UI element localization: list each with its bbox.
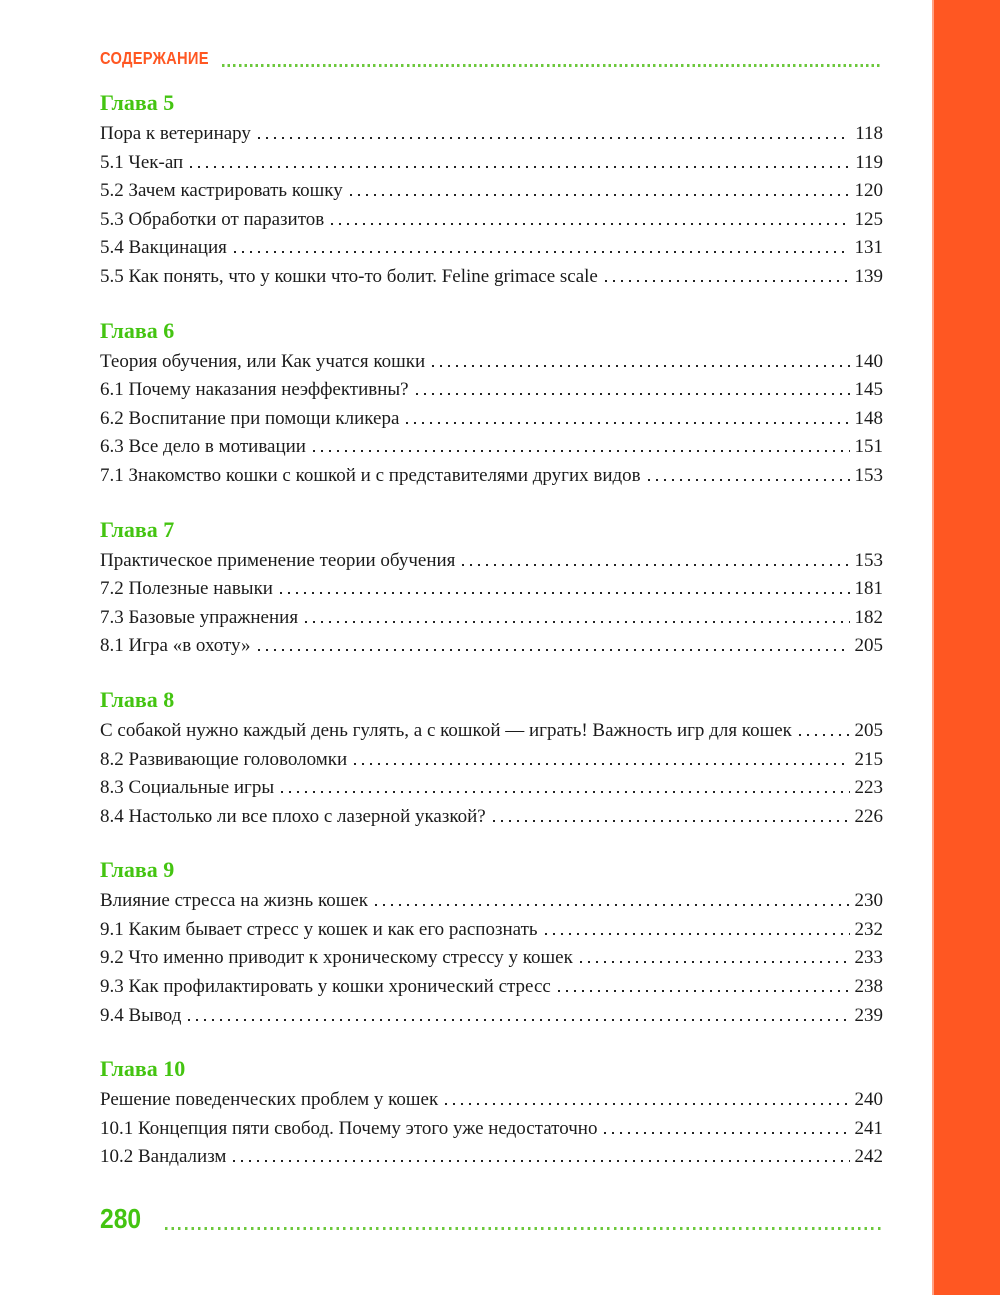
dot-leader xyxy=(799,734,850,736)
entry-title: Практическое применение теории обучения xyxy=(100,549,456,571)
toc-entry xyxy=(100,433,883,462)
dot-leader xyxy=(558,990,850,992)
dot-leader xyxy=(432,365,849,367)
entry-page-number: 226 xyxy=(854,805,883,827)
orange-side-bar xyxy=(932,0,1000,1295)
entry-title: 9.1 Каким бывает стресс у кошек и как его распознать xyxy=(100,918,538,940)
toc-entry xyxy=(100,916,883,945)
dot-leader xyxy=(406,422,849,424)
entry-page-number: 125 xyxy=(854,208,883,230)
dot-leader xyxy=(234,251,850,253)
entry-title: 6.2 Воспитание при помощи кликера xyxy=(100,407,400,429)
entry-page-number: 205 xyxy=(854,635,883,657)
toc-entry xyxy=(100,1143,883,1172)
toc-entry xyxy=(100,973,883,1002)
dot-leader xyxy=(375,904,849,906)
toc-entry xyxy=(100,887,883,916)
toc-entry xyxy=(100,1086,883,1115)
entry-page-number: 232 xyxy=(854,918,883,940)
entry-title: 9.3 Как профилактировать у кошки хронический стресс xyxy=(100,976,551,998)
chapter-heading: Глава 10 xyxy=(100,1056,186,1082)
toc-section xyxy=(100,318,883,491)
toc-entry xyxy=(100,803,883,832)
entry-title: Теория обучения, или Как учатся кошки xyxy=(100,350,426,372)
toc-entry xyxy=(100,206,883,235)
toc-section xyxy=(100,857,883,1030)
dot-leader xyxy=(280,592,850,594)
entry-page-number: 238 xyxy=(854,976,883,998)
dot-leader xyxy=(190,166,850,168)
header-dotted-rule xyxy=(222,64,883,67)
entry-page-number: 239 xyxy=(854,1004,883,1026)
toc-entry xyxy=(100,575,883,604)
entry-title: 10.1 Концепция пяти свобод. Почему этого уже недостаточно xyxy=(100,1117,598,1139)
entry-title: 5.5 Как понять, что у кошки что-то болит. Feline grimace scale xyxy=(100,265,598,287)
entry-title: 5.1 Чек-ап xyxy=(100,151,184,173)
entry-page-number: 205 xyxy=(854,719,883,741)
chapter-heading: Глава 5 xyxy=(100,90,175,115)
entry-page-number: 151 xyxy=(854,436,883,458)
entry-page-number: 119 xyxy=(855,151,883,173)
dot-leader xyxy=(305,621,849,623)
entry-title: Влияние стресса на жизнь кошек xyxy=(100,890,369,912)
entry-page-number: 153 xyxy=(854,464,883,486)
toc-entry xyxy=(100,717,883,746)
toc-entry xyxy=(100,376,883,405)
entry-title: 10.2 Вандализм xyxy=(100,1146,227,1168)
toc-entry xyxy=(100,604,883,633)
entry-page-number: 230 xyxy=(854,890,883,912)
toc-entry xyxy=(100,746,883,775)
entry-title: 8.2 Развивающие головоломки xyxy=(100,748,348,770)
toc-header xyxy=(100,48,883,70)
dot-leader xyxy=(605,280,850,282)
entry-page-number: 242 xyxy=(854,1146,883,1168)
entry-title: 8.1 Игра «в охоту» xyxy=(100,635,251,657)
footer-page-number: 280 xyxy=(100,1203,142,1234)
entry-page-number: 215 xyxy=(854,748,883,770)
toc-entry xyxy=(100,263,883,292)
entry-page-number: 118 xyxy=(855,123,883,144)
toc-entry xyxy=(100,462,883,491)
dot-leader xyxy=(281,791,849,793)
toc-entry xyxy=(100,1115,883,1144)
entry-title: С собакой нужно каждый день гулять, а с кошкой — играть! Важность игр для кошек xyxy=(100,719,792,741)
toc-entry xyxy=(100,944,883,973)
dot-leader xyxy=(258,649,850,651)
dot-leader xyxy=(331,223,849,225)
dot-leader xyxy=(580,961,850,963)
entry-title: 6.1 Почему наказания неэффективны? xyxy=(100,379,409,401)
entry-page-number: 153 xyxy=(854,549,883,571)
entry-title: 7.1 Знакомство кошки с кошкой и с представителями других видов xyxy=(100,464,641,486)
toc-header-label: СОДЕРЖАНИЕ xyxy=(100,48,209,68)
dot-leader xyxy=(313,450,850,452)
toc-section xyxy=(100,90,883,292)
entry-title: Решение поведенческих проблем у кошек xyxy=(100,1089,439,1111)
dot-leader xyxy=(188,1019,849,1021)
dot-leader xyxy=(545,933,850,935)
entry-page-number: 223 xyxy=(854,777,883,799)
entry-title: 5.3 Обработки от паразитов xyxy=(100,208,325,230)
entry-page-number: 120 xyxy=(854,180,883,202)
entry-page-number: 140 xyxy=(854,350,883,372)
entry-title: Пора к ветеринару xyxy=(100,123,251,144)
toc-section xyxy=(100,687,883,831)
dot-leader xyxy=(350,194,850,196)
entry-title: 8.4 Настолько ли все плохо с лазерной указкой? xyxy=(100,805,486,827)
dot-leader xyxy=(604,1132,849,1134)
toc-sections xyxy=(100,90,883,1172)
entry-title: 5.4 Вакцинация xyxy=(100,237,227,259)
toc-entry xyxy=(100,405,883,434)
dot-leader xyxy=(354,763,849,765)
toc-entry xyxy=(100,120,883,149)
page-footer xyxy=(100,1203,883,1235)
entry-page-number: 139 xyxy=(854,265,883,287)
dot-leader xyxy=(445,1103,849,1105)
footer-dotted-rule xyxy=(165,1227,883,1230)
toc-entry xyxy=(100,177,883,206)
entry-title: 5.2 Зачем кастрировать кошку xyxy=(100,180,343,202)
entry-title: 9.4 Вывод xyxy=(100,1004,182,1026)
dot-leader xyxy=(648,479,850,481)
entry-page-number: 241 xyxy=(854,1117,883,1139)
entry-title: 7.2 Полезные навыки xyxy=(100,578,273,600)
entry-page-number: 233 xyxy=(854,947,883,969)
toc-entry xyxy=(100,348,883,377)
entry-title: 8.3 Социальные игры xyxy=(100,777,275,799)
chapter-heading: Глава 7 xyxy=(100,516,175,542)
dot-leader xyxy=(493,820,850,822)
dot-leader xyxy=(233,1160,849,1162)
entry-page-number: 148 xyxy=(854,407,883,429)
chapter-heading: Глава 8 xyxy=(100,686,175,712)
entry-page-number: 182 xyxy=(854,606,883,628)
entry-title: 6.3 Все дело в мотивации xyxy=(100,436,306,458)
dot-leader xyxy=(258,137,850,139)
entry-page-number: 240 xyxy=(854,1089,883,1111)
entry-page-number: 181 xyxy=(854,578,883,600)
chapter-heading: Глава 6 xyxy=(100,317,175,343)
toc-entry xyxy=(100,547,883,576)
dot-leader xyxy=(416,393,850,395)
entry-title: 9.2 Что именно приводит к хроническому стрессу у кошек xyxy=(100,947,573,969)
toc-section xyxy=(100,1056,883,1172)
entry-page-number: 145 xyxy=(854,379,883,401)
toc-entry xyxy=(100,632,883,661)
chapter-heading: Глава 9 xyxy=(100,857,175,883)
toc-section xyxy=(100,517,883,661)
dot-leader xyxy=(462,564,849,566)
entry-title: 7.3 Базовые упражнения xyxy=(100,606,299,628)
entry-page-number: 131 xyxy=(854,237,883,259)
toc-entry xyxy=(100,149,883,178)
toc-entry xyxy=(100,1002,883,1031)
toc-entry xyxy=(100,234,883,263)
toc-entry xyxy=(100,774,883,803)
